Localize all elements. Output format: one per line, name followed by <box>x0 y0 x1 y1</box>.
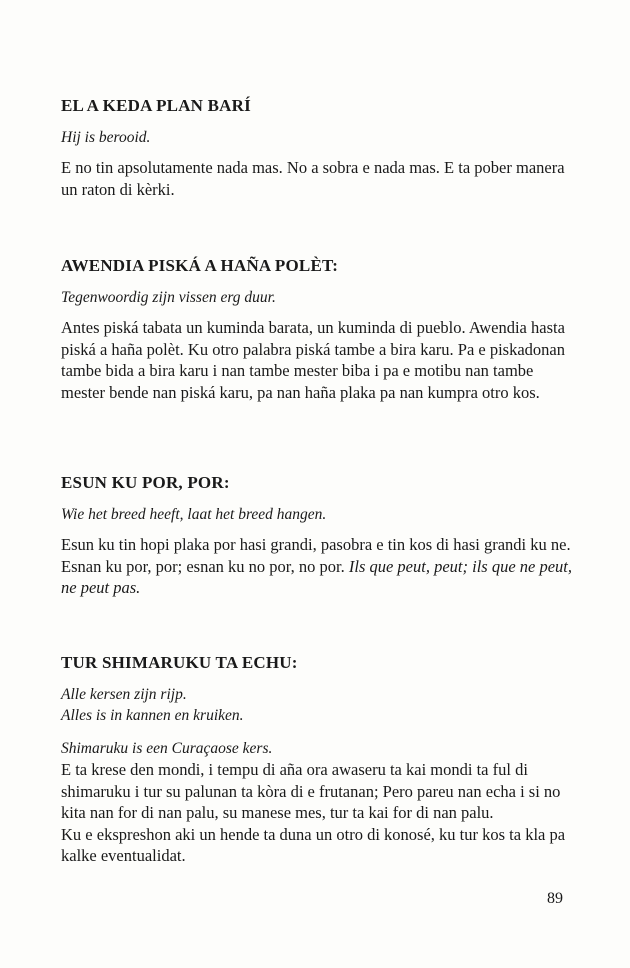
entry-body-text: E no tin apsolutamente nada mas. No a sobra e nada mas. E ta pober manera un raton di kèrki. <box>61 158 565 199</box>
document-page <box>61 0 575 968</box>
entry-body <box>61 759 575 867</box>
entry-body-roman: Esun ku tin hopi plaka por hasi grandi, pasobra e tin kos di hasi grandi ku ne. Esnan ku por, por; esnan ku no por, no por. <box>61 535 571 576</box>
entry-body-text: E ta krese den mondi, i tempu di aña ora awaseru ta kai mondi ta ful di shimaruku i tur su palunan ta kòra di e frutanan; Pero pareu nan echa i si no kita nan for di nan palu, su manese mes, tur ta kai for di nan palu. <box>61 760 561 822</box>
entry-heading: AWENDIA PISKÁ A HAÑA POLÈT: <box>61 256 339 275</box>
entry-3 <box>61 472 575 599</box>
entry-note: Shimaruku is een Curaçaose kers. <box>61 740 273 757</box>
entry-body <box>61 534 575 599</box>
entry-body-italic: Ils que peut, peut; ils que ne peut, ne peut pas. <box>61 556 573 597</box>
entry-body-text: Antes piská tabata un kuminda barata, un kuminda di pueblo. Awendia hasta piská a haña polèt. Ku otro palabra piská tambe a bira karu. Pa e piskadonan tambe bida a bira karu i nan tambe mester biba i pa e motibu nan tambe mester bende nan piská karu, pa nan haña plaka pa nan kumpra otro kos. <box>61 318 565 402</box>
entry-body <box>61 157 575 200</box>
entry-translation-line-2: Alles is in kannen en kruiken. <box>61 707 244 724</box>
entry-heading: ESUN KU POR, POR: <box>61 473 230 492</box>
entry-2 <box>61 255 575 403</box>
entry-4 <box>61 652 575 867</box>
page-number: 89 <box>547 890 563 907</box>
entry-1 <box>61 95 575 200</box>
entry-heading: TUR SHIMARUKU TA ECHU: <box>61 653 298 672</box>
entry-heading: EL A KEDA PLAN BARÍ <box>61 96 251 115</box>
entry-translation: Hij is berooid. <box>61 129 151 146</box>
entry-translation: Tegenwoordig zijn vissen erg duur. <box>61 289 276 306</box>
entry-translation-line-1: Alle kersen zijn rijp. <box>61 686 187 703</box>
entry-body <box>61 317 575 403</box>
entry-body-text <box>61 534 575 599</box>
entry-body-text-2: Ku e ekspreshon aki un hende ta duna un otro di konosé, ku tur kos ta kla pa kalke eventualidat. <box>61 824 566 865</box>
entry-translation: Wie het breed heeft, laat het breed hangen. <box>61 506 327 523</box>
